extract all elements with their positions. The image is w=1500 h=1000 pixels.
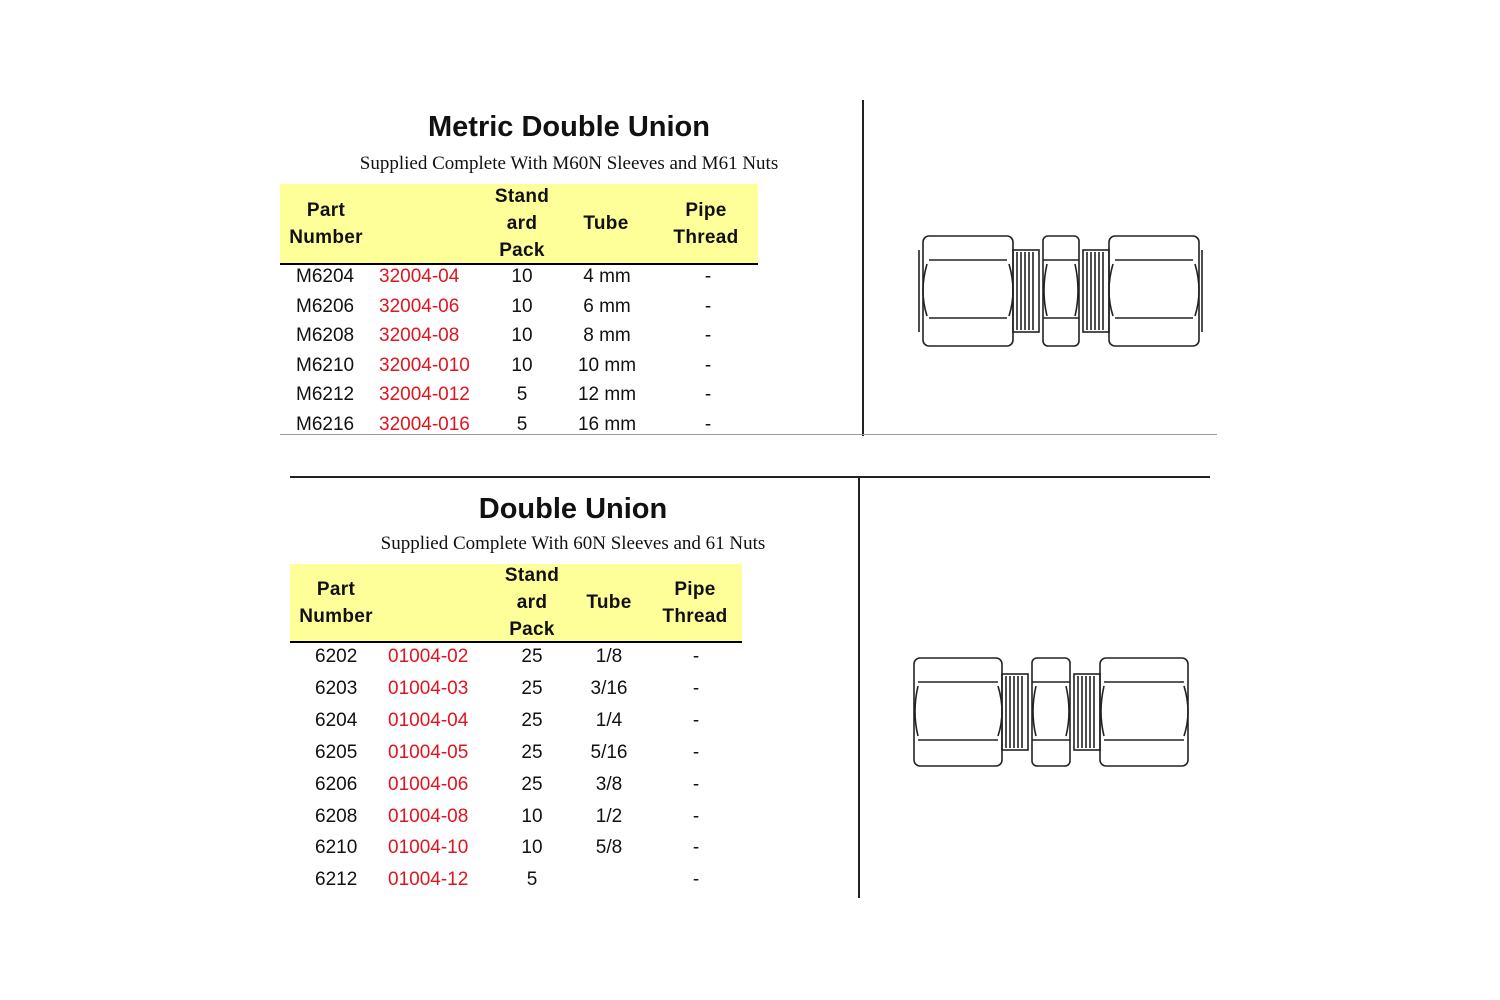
standard-pack-cell: 10 xyxy=(511,266,533,287)
catalog-code-cell: 32004-04 xyxy=(379,266,460,287)
part-number-cell: 6208 xyxy=(315,805,358,827)
table-row xyxy=(290,770,742,800)
standard-pack-cell: 25 xyxy=(521,646,543,667)
standard-pack-cell: 25 xyxy=(521,773,543,795)
tube-cell: 5/8 xyxy=(595,837,623,859)
table-row xyxy=(280,380,758,410)
standard-pack-cell: 5 xyxy=(516,413,528,435)
pipe-thread-cell: - xyxy=(692,677,700,699)
table-row xyxy=(290,706,742,736)
tube-cell: 5/16 xyxy=(590,741,628,763)
tube-cell: 12 mm xyxy=(577,384,637,405)
table-row xyxy=(290,865,742,895)
tube-cell: 4 mm xyxy=(583,266,631,287)
standard-pack-cell: 25 xyxy=(521,709,543,731)
standard-pack-cell: 5 xyxy=(516,384,528,405)
part-number-cell: M6204 xyxy=(296,266,355,287)
metric-fitting-image xyxy=(915,230,1205,352)
pipe-thread-cell: - xyxy=(692,646,700,667)
part-number-cell: 6205 xyxy=(315,741,358,763)
metric-vertical-divider xyxy=(862,100,864,436)
table-row xyxy=(290,738,742,768)
header-part-number: Part Number xyxy=(299,578,373,627)
catalog-code-cell: 32004-06 xyxy=(379,295,460,317)
imperial-title: Double Union xyxy=(478,493,668,525)
tube-cell: 3/16 xyxy=(590,677,628,699)
tube-cell: 1/2 xyxy=(595,805,623,827)
table-row xyxy=(280,351,758,381)
table-row xyxy=(280,410,758,440)
tube-cell: 3/8 xyxy=(595,773,623,795)
part-number-cell: 6204 xyxy=(315,709,358,731)
standard-pack-cell: 25 xyxy=(521,741,543,763)
header-pipe-thread: Pipe Thread xyxy=(673,199,739,248)
tube-cell: 16 mm xyxy=(577,413,637,435)
imperial-subtitle: Supplied Complete With 60N Sleeves and 61 Nuts xyxy=(380,533,766,554)
catalog-code-cell: 01004-05 xyxy=(388,741,469,763)
standard-pack-cell: 10 xyxy=(521,837,543,859)
table-row xyxy=(290,833,742,863)
tube-cell: 1/8 xyxy=(595,646,623,667)
table-row xyxy=(280,262,758,292)
pipe-thread-cell: - xyxy=(692,709,700,731)
metric-bottom-rule xyxy=(280,434,1217,435)
metric-title: Metric Double Union xyxy=(428,111,710,143)
pipe-thread-cell: - xyxy=(704,325,712,346)
pipe-thread-cell: - xyxy=(704,413,712,435)
part-number-cell: M6208 xyxy=(296,325,355,346)
header-pipe-thread: Pipe Thread xyxy=(662,578,728,627)
table-row xyxy=(290,642,742,672)
part-number-cell: M6206 xyxy=(296,295,355,317)
table-row xyxy=(290,802,742,832)
pipe-thread-cell: - xyxy=(692,805,700,827)
catalog-code-cell: 01004-03 xyxy=(388,677,469,699)
header-part-number: Part Number xyxy=(289,199,363,248)
part-number-cell: 6212 xyxy=(315,869,358,891)
pipe-thread-cell: - xyxy=(692,773,700,795)
catalog-code-cell: 01004-10 xyxy=(388,837,469,859)
standard-pack-cell: 10 xyxy=(511,354,533,376)
tube-cell: 6 mm xyxy=(583,295,631,317)
part-number-cell: 6206 xyxy=(315,773,358,795)
header-tube: Tube xyxy=(586,592,632,613)
catalog-code-cell: 32004-016 xyxy=(379,413,470,435)
pipe-thread-cell: - xyxy=(692,837,700,859)
standard-pack-cell: 25 xyxy=(521,677,543,699)
pipe-thread-cell: - xyxy=(704,295,712,317)
imperial-fitting-image xyxy=(910,652,1194,772)
part-number-cell: M6212 xyxy=(296,384,355,405)
header-standard-pack: Stand ard Pack xyxy=(504,565,560,640)
catalog-code-cell: 32004-012 xyxy=(379,384,470,405)
part-number-cell: 6210 xyxy=(315,837,358,859)
part-number-cell: 6202 xyxy=(315,646,358,667)
tube-cell: 10 mm xyxy=(577,354,637,376)
catalog-code-cell: 32004-08 xyxy=(379,325,460,346)
header-standard-pack: Stand ard Pack xyxy=(494,186,550,261)
header-tube: Tube xyxy=(583,213,629,234)
imperial-table-header xyxy=(290,564,742,643)
catalog-code-cell: 01004-08 xyxy=(388,805,469,827)
table-row xyxy=(280,321,758,351)
pipe-thread-cell: - xyxy=(692,869,700,891)
pipe-thread-cell: - xyxy=(704,384,712,405)
imperial-vertical-divider xyxy=(858,476,860,898)
catalog-code-cell: 32004-010 xyxy=(379,354,470,376)
metric-subtitle: Supplied Complete With M60N Sleeves and M61 Nuts xyxy=(359,153,779,174)
tube-cell: 1/4 xyxy=(595,709,623,731)
part-number-cell: M6216 xyxy=(296,413,355,435)
standard-pack-cell: 10 xyxy=(511,295,533,317)
catalog-code-cell: 01004-12 xyxy=(388,869,469,891)
part-number-cell: M6210 xyxy=(296,354,355,376)
catalog-code-cell: 01004-06 xyxy=(388,773,469,795)
pipe-thread-cell: - xyxy=(704,354,712,376)
standard-pack-cell: 10 xyxy=(511,325,533,346)
catalog-code-cell: 01004-04 xyxy=(388,709,469,731)
pipe-thread-cell: - xyxy=(704,266,712,287)
metric-table-header xyxy=(280,184,758,265)
table-row xyxy=(280,292,758,322)
pipe-thread-cell: - xyxy=(692,741,700,763)
standard-pack-cell: 10 xyxy=(521,805,543,827)
catalog-code-cell: 01004-02 xyxy=(388,646,469,667)
part-number-cell: 6203 xyxy=(315,677,358,699)
table-row xyxy=(290,674,742,704)
tube-cell: 8 mm xyxy=(583,325,631,346)
standard-pack-cell: 5 xyxy=(526,869,538,891)
imperial-top-rule xyxy=(290,476,1210,478)
